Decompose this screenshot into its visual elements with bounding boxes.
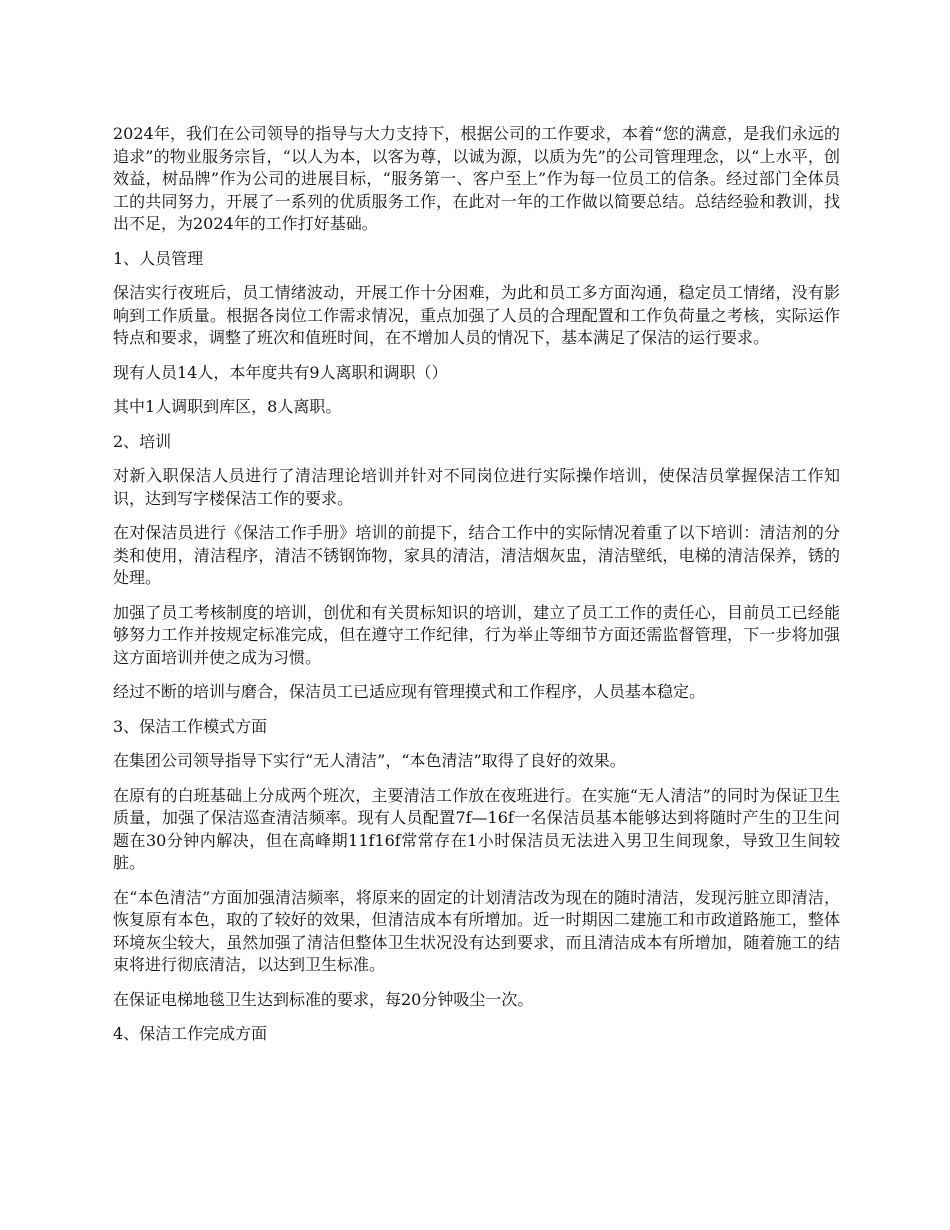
section-heading-cleaning-mode: 3、保洁工作模式方面 bbox=[113, 716, 268, 736]
training-paragraph-2: 在对保洁员进行《保洁工作手册》培训的前提下，结合工作中的实际情况着重了以下培训：清洁剂的分类和使用，清洁程序，清洁不锈钢饰物，家具的清洁，清洁烟灰盅，清洁壁纸，电梯的清洁保养，锈的处理。 bbox=[113, 523, 840, 587]
section-heading-completion: 4、保洁工作完成方面 bbox=[113, 1024, 268, 1043]
personnel-paragraph: 保洁实行夜班后，员工情绪波动，开展工作十分困难，为此和员工多方面沟通，稳定员工情绪，没有影响到工作质量。根据各岗位工作需求情况，重点加强了人员的合理配置和工作负荷量之考核，实际运作特点和要求，调整了班次和值班时间，在不增加人员的情况下，基本满足了保洁的运行要求。 bbox=[113, 283, 840, 347]
section-heading-training: 2、培训 bbox=[113, 431, 172, 451]
intro-paragraph: 2024年，我们在公司领导的指导与大力支持下，根据公司的工作要求，本着“您的满意，是我们永远的追求”的物业服务宗旨，“以人为本，以客为尊，以诚为源，以质为先”的公司管理理念，以“上水平，创效益，树品牌”作为公司的进展目标，“服务第一、客户至上”作为每一位员工的信条。经过部门全体员工的共同努力，开展了一系列的优质服务工作，在此对一年的工作做以简要总结。总结经验和教训，找出不足，为2024年的工作打好基础。 bbox=[113, 124, 840, 233]
staff-count-paragraph: 现有人员14人，本年度共有9人离职和调职（） bbox=[113, 362, 448, 382]
cleaning-mode-paragraph-4: 在保证电梯地毯卫生达到标准的要求，每20分钟吸尘一次。 bbox=[113, 989, 534, 1009]
cleaning-mode-paragraph-1: 在集团公司领导指导下实行“无人清洁”，“本色清洁”取得了良好的效果。 bbox=[113, 751, 626, 770]
training-paragraph-3: 加强了员工考核制度的培训，创优和有关贯标知识的培训，建立了员工工作的责任心，目前员工已经能够努力工作并按规定标准完成，但在遵守工作纪律，行为举止等细节方面还需监督管理，下一步将加强这方面培训并使之成为习惯。 bbox=[113, 602, 840, 667]
section-heading-personnel: 1、人员管理 bbox=[113, 248, 204, 268]
training-paragraph-1: 对新入职保洁人员进行了清洁理论培训并针对不同岗位进行实际操作培训，使保洁员掌握保洁工作知识，达到写字楼保洁工作的要求。 bbox=[113, 466, 840, 508]
cleaning-mode-paragraph-3: 在“本色清洁”方面加强清洁频率，将原来的固定的计划清洁改为现在的随时清洁，发现污脏立即清洁，恢复原有本色，取的了较好的效果，但清洁成本有所增加。近一时期因二建施工和市政道路施工，整体环境灰尘较大，虽然加强了清洁但整体卫生状况没有达到要求，而且清洁成本有所增加，随着施工的结束将进行彻底清洁，以达到卫生标准。 bbox=[113, 887, 840, 974]
staff-turnover-paragraph: 其中1人调职到库区，8人离职。 bbox=[113, 397, 342, 416]
document-body bbox=[113, 123, 840, 1058]
cleaning-mode-paragraph-2: 在原有的白班基础上分成两个班次，主要清洁工作放在夜班进行。在实施“无人清洁”的同时为保证卫生质量，加强了保洁巡查清洁频率。现有人员配置7f—16f一名保洁员基本能够达到将随时产生的卫生问题在30分钟内解决，但在高峰期11f16f常常存在1小时保洁员无法进入男卫生间现象，导致卫生间较脏。 bbox=[113, 785, 840, 872]
training-paragraph-4: 经过不断的培训与磨合，保洁员工已适应现有管理摸式和工作程序，人员基本稳定。 bbox=[113, 682, 706, 701]
